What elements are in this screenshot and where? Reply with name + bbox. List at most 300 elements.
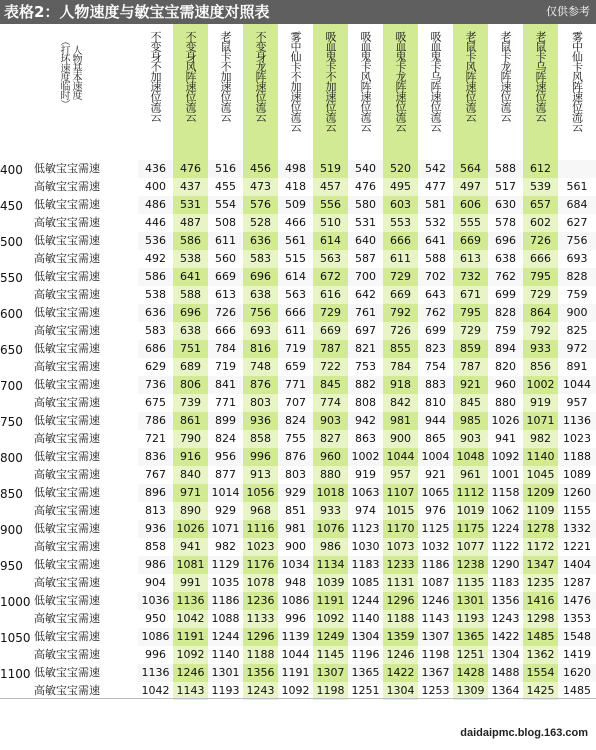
value-cell: 519 bbox=[313, 160, 348, 178]
value-cell: 1193 bbox=[208, 682, 243, 700]
value-cell: 536 bbox=[138, 232, 173, 250]
value-cell: 1221 bbox=[558, 538, 596, 556]
value-cell: 1304 bbox=[348, 628, 383, 646]
value-cell: 921 bbox=[453, 376, 488, 394]
value-cell: 1122 bbox=[488, 538, 523, 556]
column-header bbox=[208, 24, 243, 160]
table-row bbox=[0, 556, 596, 574]
value-cell: 787 bbox=[313, 340, 348, 358]
value-cell: 1086 bbox=[278, 592, 313, 610]
value-cell: 1133 bbox=[243, 610, 278, 628]
value-cell: 672 bbox=[313, 268, 348, 286]
value-cell: 1253 bbox=[418, 682, 453, 700]
value-cell: 726 bbox=[523, 232, 558, 250]
value-cell: 759 bbox=[558, 286, 596, 304]
value-cell: 1030 bbox=[348, 538, 383, 556]
value-cell: 1044 bbox=[383, 448, 418, 466]
value-cell: 1404 bbox=[558, 556, 596, 574]
value-cell: 456 bbox=[243, 160, 278, 178]
value-cell: 982 bbox=[523, 430, 558, 448]
value-cell: 418 bbox=[278, 178, 313, 196]
header-row bbox=[0, 24, 596, 160]
value-cell: 1188 bbox=[558, 448, 596, 466]
value-cell: 508 bbox=[208, 214, 243, 232]
value-cell: 858 bbox=[243, 430, 278, 448]
value-cell: 693 bbox=[558, 250, 596, 268]
value-cell: 613 bbox=[208, 286, 243, 304]
value-cell: 792 bbox=[523, 322, 558, 340]
value-cell: 1246 bbox=[173, 664, 208, 682]
table-row bbox=[0, 340, 596, 358]
column-header-text: 吸血鬼卡龙阵速位流云 bbox=[394, 31, 407, 131]
value-cell: 666 bbox=[278, 304, 313, 322]
value-cell: 784 bbox=[383, 358, 418, 376]
row-label: 高敏宝宝需速 bbox=[34, 430, 138, 448]
row-label: 低敏宝宝需速 bbox=[34, 412, 138, 430]
value-cell: 729 bbox=[453, 322, 488, 340]
row-label: 低敏宝宝需速 bbox=[34, 664, 138, 682]
table-row bbox=[0, 358, 596, 376]
value-cell: 538 bbox=[173, 250, 208, 268]
value-cell: 563 bbox=[313, 250, 348, 268]
value-cell: 1123 bbox=[348, 520, 383, 538]
value-cell: 722 bbox=[313, 358, 348, 376]
value-cell: 1356 bbox=[243, 664, 278, 682]
value-cell: 606 bbox=[453, 196, 488, 214]
value-cell: 1023 bbox=[243, 538, 278, 556]
value-cell: 841 bbox=[208, 376, 243, 394]
value-cell: 554 bbox=[208, 196, 243, 214]
value-cell: 919 bbox=[523, 394, 558, 412]
table-row bbox=[0, 322, 596, 340]
value-cell: 981 bbox=[278, 520, 313, 538]
value-cell bbox=[558, 160, 596, 178]
value-cell: 771 bbox=[278, 376, 313, 394]
table-row bbox=[0, 664, 596, 682]
value-cell: 642 bbox=[348, 286, 383, 304]
table-row bbox=[0, 196, 596, 214]
value-cell: 1140 bbox=[208, 646, 243, 664]
table-row bbox=[0, 232, 596, 250]
value-cell: 736 bbox=[138, 376, 173, 394]
value-cell: 640 bbox=[348, 232, 383, 250]
table-row bbox=[0, 412, 596, 430]
column-header-text: 吸血鬼卡乌阵速位流云 bbox=[429, 31, 442, 131]
value-cell: 876 bbox=[278, 448, 313, 466]
value-cell: 531 bbox=[348, 214, 383, 232]
value-cell: 1019 bbox=[453, 502, 488, 520]
value-cell: 1048 bbox=[453, 448, 488, 466]
table-row bbox=[0, 250, 596, 268]
value-cell: 669 bbox=[208, 268, 243, 286]
value-cell: 1236 bbox=[243, 592, 278, 610]
value-cell: 1183 bbox=[488, 574, 523, 592]
value-cell: 726 bbox=[383, 322, 418, 340]
value-cell: 1224 bbox=[488, 520, 523, 538]
value-cell: 638 bbox=[488, 250, 523, 268]
base-speed-cell: 550 bbox=[0, 268, 34, 304]
value-cell: 1143 bbox=[418, 610, 453, 628]
value-cell: 1620 bbox=[558, 664, 596, 682]
table-row bbox=[0, 484, 596, 502]
value-cell: 880 bbox=[313, 466, 348, 484]
value-cell: 864 bbox=[523, 304, 558, 322]
value-cell: 1125 bbox=[418, 520, 453, 538]
speed-column-header bbox=[0, 24, 138, 160]
value-cell: 942 bbox=[348, 412, 383, 430]
value-cell: 755 bbox=[278, 430, 313, 448]
value-cell: 1309 bbox=[453, 682, 488, 700]
table-row bbox=[0, 502, 596, 520]
value-cell: 929 bbox=[208, 502, 243, 520]
value-cell: 669 bbox=[383, 286, 418, 304]
value-cell: 1056 bbox=[243, 484, 278, 502]
value-cell: 824 bbox=[208, 430, 243, 448]
value-cell: 699 bbox=[418, 322, 453, 340]
value-cell: 986 bbox=[138, 556, 173, 574]
value-cell: 1233 bbox=[383, 556, 418, 574]
value-cell: 1042 bbox=[173, 610, 208, 628]
value-cell: 1332 bbox=[558, 520, 596, 538]
column-header-text: 吸血鬼卡不加速位流云 bbox=[324, 31, 337, 131]
value-cell: 531 bbox=[173, 196, 208, 214]
value-cell: 996 bbox=[138, 646, 173, 664]
value-cell: 1307 bbox=[313, 664, 348, 682]
value-cell: 855 bbox=[383, 340, 418, 358]
value-cell: 614 bbox=[313, 232, 348, 250]
value-cell: 603 bbox=[383, 196, 418, 214]
value-cell: 1260 bbox=[558, 484, 596, 502]
table-row bbox=[0, 160, 596, 178]
value-cell: 1034 bbox=[278, 556, 313, 574]
value-cell: 583 bbox=[243, 250, 278, 268]
value-cell: 515 bbox=[278, 250, 313, 268]
column-header bbox=[453, 24, 488, 160]
value-cell: 516 bbox=[208, 160, 243, 178]
value-cell: 613 bbox=[453, 250, 488, 268]
value-cell: 803 bbox=[278, 466, 313, 484]
value-cell: 985 bbox=[453, 412, 488, 430]
value-cell: 851 bbox=[278, 502, 313, 520]
value-cell: 611 bbox=[383, 250, 418, 268]
value-cell: 520 bbox=[383, 160, 418, 178]
value-cell: 828 bbox=[558, 268, 596, 286]
value-cell: 840 bbox=[173, 466, 208, 484]
value-cell: 729 bbox=[383, 268, 418, 286]
value-cell: 1073 bbox=[383, 538, 418, 556]
value-cell: 1109 bbox=[523, 502, 558, 520]
value-cell: 933 bbox=[313, 502, 348, 520]
base-speed-cell: 700 bbox=[0, 376, 34, 412]
value-cell: 1209 bbox=[523, 484, 558, 502]
value-cell: 941 bbox=[488, 430, 523, 448]
value-cell: 641 bbox=[418, 232, 453, 250]
value-cell: 1071 bbox=[523, 412, 558, 430]
value-cell: 1092 bbox=[488, 448, 523, 466]
value-cell: 971 bbox=[173, 484, 208, 502]
value-cell: 721 bbox=[138, 430, 173, 448]
value-cell: 1136 bbox=[138, 664, 173, 682]
base-speed-cell: 850 bbox=[0, 484, 34, 520]
value-cell: 1092 bbox=[278, 682, 313, 700]
value-cell: 732 bbox=[453, 268, 488, 286]
value-cell: 659 bbox=[278, 358, 313, 376]
value-cell: 583 bbox=[138, 322, 173, 340]
value-cell: 581 bbox=[418, 196, 453, 214]
value-cell: 669 bbox=[453, 232, 488, 250]
value-cell: 614 bbox=[278, 268, 313, 286]
table-row bbox=[0, 448, 596, 466]
speed-comparison-table bbox=[0, 24, 596, 700]
value-cell: 643 bbox=[418, 286, 453, 304]
value-cell: 1246 bbox=[418, 592, 453, 610]
value-cell: 960 bbox=[313, 448, 348, 466]
value-cell: 666 bbox=[208, 322, 243, 340]
row-label: 低敏宝宝需速 bbox=[34, 628, 138, 646]
value-cell: 1131 bbox=[383, 574, 418, 592]
value-cell: 495 bbox=[383, 178, 418, 196]
value-cell: 1188 bbox=[383, 610, 418, 628]
value-cell: 1081 bbox=[173, 556, 208, 574]
value-cell: 795 bbox=[523, 268, 558, 286]
value-cell: 1347 bbox=[523, 556, 558, 574]
value-cell: 1176 bbox=[243, 556, 278, 574]
value-cell: 1062 bbox=[488, 502, 523, 520]
value-cell: 1036 bbox=[138, 592, 173, 610]
value-cell: 890 bbox=[173, 502, 208, 520]
value-cell: 686 bbox=[138, 340, 173, 358]
value-cell: 972 bbox=[558, 340, 596, 358]
value-cell: 1304 bbox=[383, 682, 418, 700]
row-label: 低敏宝宝需速 bbox=[34, 160, 138, 178]
value-cell: 1143 bbox=[173, 682, 208, 700]
value-cell: 1196 bbox=[348, 646, 383, 664]
value-cell: 1014 bbox=[208, 484, 243, 502]
row-label: 高敏宝宝需速 bbox=[34, 646, 138, 664]
value-cell: 823 bbox=[418, 340, 453, 358]
value-cell: 1063 bbox=[348, 484, 383, 502]
value-cell: 675 bbox=[138, 394, 173, 412]
speed-header-text: 人物基本速度 （打坏速度临时） bbox=[58, 36, 81, 108]
row-label: 高敏宝宝需速 bbox=[34, 358, 138, 376]
value-cell: 1116 bbox=[243, 520, 278, 538]
value-cell: 630 bbox=[488, 196, 523, 214]
value-cell: 1001 bbox=[488, 466, 523, 484]
value-cell: 1485 bbox=[558, 682, 596, 700]
value-cell: 1416 bbox=[523, 592, 558, 610]
value-cell: 836 bbox=[138, 448, 173, 466]
value-cell: 602 bbox=[523, 214, 558, 232]
value-cell: 497 bbox=[453, 178, 488, 196]
value-cell: 1135 bbox=[453, 574, 488, 592]
value-cell: 455 bbox=[208, 178, 243, 196]
value-cell: 400 bbox=[138, 178, 173, 196]
title-bar bbox=[0, 0, 596, 24]
value-cell: 1367 bbox=[418, 664, 453, 682]
value-cell: 542 bbox=[418, 160, 453, 178]
value-cell: 1193 bbox=[453, 610, 488, 628]
value-cell: 982 bbox=[208, 538, 243, 556]
value-cell: 1422 bbox=[383, 664, 418, 682]
column-header-text: 老鼠卡乌阵速位流云 bbox=[534, 31, 547, 121]
value-cell: 564 bbox=[453, 160, 488, 178]
value-cell: 1244 bbox=[208, 628, 243, 646]
value-cell: 539 bbox=[523, 178, 558, 196]
row-label: 低敏宝宝需速 bbox=[34, 484, 138, 502]
value-cell: 627 bbox=[558, 214, 596, 232]
value-cell: 702 bbox=[418, 268, 453, 286]
value-cell: 795 bbox=[453, 304, 488, 322]
column-header-text: 吸血鬼卡风阵速位流云 bbox=[359, 31, 372, 131]
value-cell: 636 bbox=[243, 232, 278, 250]
value-cell: 498 bbox=[278, 160, 313, 178]
value-cell: 1112 bbox=[453, 484, 488, 502]
base-speed-cell: 450 bbox=[0, 196, 34, 232]
value-cell: 1365 bbox=[348, 664, 383, 682]
value-cell: 1035 bbox=[208, 574, 243, 592]
base-speed-cell: 1100 bbox=[0, 664, 34, 700]
value-cell: 820 bbox=[488, 358, 523, 376]
value-cell: 636 bbox=[138, 304, 173, 322]
column-header-text: 老鼠卡龙阵速位流云 bbox=[499, 31, 512, 121]
column-header bbox=[138, 24, 173, 160]
base-speed-cell: 950 bbox=[0, 556, 34, 592]
value-cell: 563 bbox=[278, 286, 313, 304]
value-cell: 941 bbox=[173, 538, 208, 556]
value-cell: 756 bbox=[243, 304, 278, 322]
value-cell: 1359 bbox=[383, 628, 418, 646]
value-cell: 1476 bbox=[558, 592, 596, 610]
value-cell: 1077 bbox=[453, 538, 488, 556]
value-cell: 986 bbox=[313, 538, 348, 556]
value-cell: 1155 bbox=[558, 502, 596, 520]
value-cell: 1365 bbox=[453, 628, 488, 646]
value-cell: 771 bbox=[208, 394, 243, 412]
table-title: 表格2：人物速度与敏宝宝需速度对照表 bbox=[4, 3, 270, 21]
value-cell: 669 bbox=[313, 322, 348, 340]
value-cell: 586 bbox=[138, 268, 173, 286]
value-cell: 1172 bbox=[523, 538, 558, 556]
value-cell: 877 bbox=[208, 466, 243, 484]
table-row bbox=[0, 214, 596, 232]
value-cell: 1246 bbox=[383, 646, 418, 664]
value-cell: 588 bbox=[488, 160, 523, 178]
value-cell: 1296 bbox=[383, 592, 418, 610]
value-cell: 753 bbox=[348, 358, 383, 376]
value-cell: 856 bbox=[523, 358, 558, 376]
row-label: 高敏宝宝需速 bbox=[34, 394, 138, 412]
value-cell: 517 bbox=[488, 178, 523, 196]
value-cell: 1301 bbox=[208, 664, 243, 682]
column-header-text: 不变身不加速位流云 bbox=[149, 31, 162, 121]
base-speed-cell: 750 bbox=[0, 412, 34, 448]
value-cell: 1186 bbox=[208, 592, 243, 610]
base-speed-cell: 1000 bbox=[0, 592, 34, 628]
value-cell: 1004 bbox=[418, 448, 453, 466]
value-cell: 957 bbox=[383, 466, 418, 484]
value-cell: 588 bbox=[418, 250, 453, 268]
value-cell: 806 bbox=[173, 376, 208, 394]
value-cell: 1428 bbox=[453, 664, 488, 682]
table-row bbox=[0, 628, 596, 646]
value-cell: 1136 bbox=[558, 412, 596, 430]
column-header-text: 老鼠卡风阵速位流云 bbox=[464, 31, 477, 121]
value-cell: 689 bbox=[173, 358, 208, 376]
value-cell: 1249 bbox=[313, 628, 348, 646]
value-cell: 933 bbox=[523, 340, 558, 358]
value-cell: 828 bbox=[488, 304, 523, 322]
value-cell: 476 bbox=[348, 178, 383, 196]
value-cell: 921 bbox=[418, 466, 453, 484]
column-header bbox=[313, 24, 348, 160]
value-cell: 1287 bbox=[558, 574, 596, 592]
row-label: 低敏宝宝需速 bbox=[34, 592, 138, 610]
value-cell: 1548 bbox=[558, 628, 596, 646]
value-cell: 1364 bbox=[488, 682, 523, 700]
value-cell: 1002 bbox=[348, 448, 383, 466]
value-cell: 666 bbox=[383, 232, 418, 250]
value-cell: 1023 bbox=[558, 430, 596, 448]
value-cell: 699 bbox=[488, 286, 523, 304]
value-cell: 1251 bbox=[348, 682, 383, 700]
value-cell: 1107 bbox=[383, 484, 418, 502]
value-cell: 961 bbox=[453, 466, 488, 484]
value-cell: 486 bbox=[138, 196, 173, 214]
value-cell: 996 bbox=[243, 448, 278, 466]
value-cell: 792 bbox=[383, 304, 418, 322]
row-label: 高敏宝宝需速 bbox=[34, 250, 138, 268]
value-cell: 948 bbox=[278, 574, 313, 592]
value-cell: 437 bbox=[173, 178, 208, 196]
value-cell: 611 bbox=[208, 232, 243, 250]
value-cell: 748 bbox=[243, 358, 278, 376]
value-cell: 1175 bbox=[453, 520, 488, 538]
value-cell: 638 bbox=[173, 322, 208, 340]
column-header-text: 老鼠卡不加速位流云 bbox=[219, 31, 232, 121]
value-cell: 751 bbox=[173, 340, 208, 358]
table-row bbox=[0, 430, 596, 448]
value-cell: 813 bbox=[138, 502, 173, 520]
value-cell: 1026 bbox=[488, 412, 523, 430]
column-header bbox=[173, 24, 208, 160]
value-cell: 759 bbox=[488, 322, 523, 340]
value-cell: 950 bbox=[138, 610, 173, 628]
column-header bbox=[523, 24, 558, 160]
reference-note: 仅供参考 bbox=[546, 5, 590, 18]
row-label: 低敏宝宝需速 bbox=[34, 196, 138, 214]
value-cell: 1198 bbox=[418, 646, 453, 664]
value-cell: 1065 bbox=[418, 484, 453, 502]
value-cell: 767 bbox=[138, 466, 173, 484]
value-cell: 1088 bbox=[208, 610, 243, 628]
row-label: 低敏宝宝需速 bbox=[34, 556, 138, 574]
value-cell: 1071 bbox=[208, 520, 243, 538]
value-cell: 900 bbox=[558, 304, 596, 322]
table-row bbox=[0, 286, 596, 304]
value-cell: 436 bbox=[138, 160, 173, 178]
value-cell: 816 bbox=[243, 340, 278, 358]
value-cell: 540 bbox=[348, 160, 383, 178]
value-cell: 762 bbox=[418, 304, 453, 322]
value-cell: 1419 bbox=[558, 646, 596, 664]
value-cell: 739 bbox=[173, 394, 208, 412]
value-cell: 729 bbox=[313, 304, 348, 322]
value-cell: 929 bbox=[278, 484, 313, 502]
value-cell: 641 bbox=[173, 268, 208, 286]
value-cell: 810 bbox=[418, 394, 453, 412]
value-cell: 1307 bbox=[418, 628, 453, 646]
value-cell: 457 bbox=[313, 178, 348, 196]
